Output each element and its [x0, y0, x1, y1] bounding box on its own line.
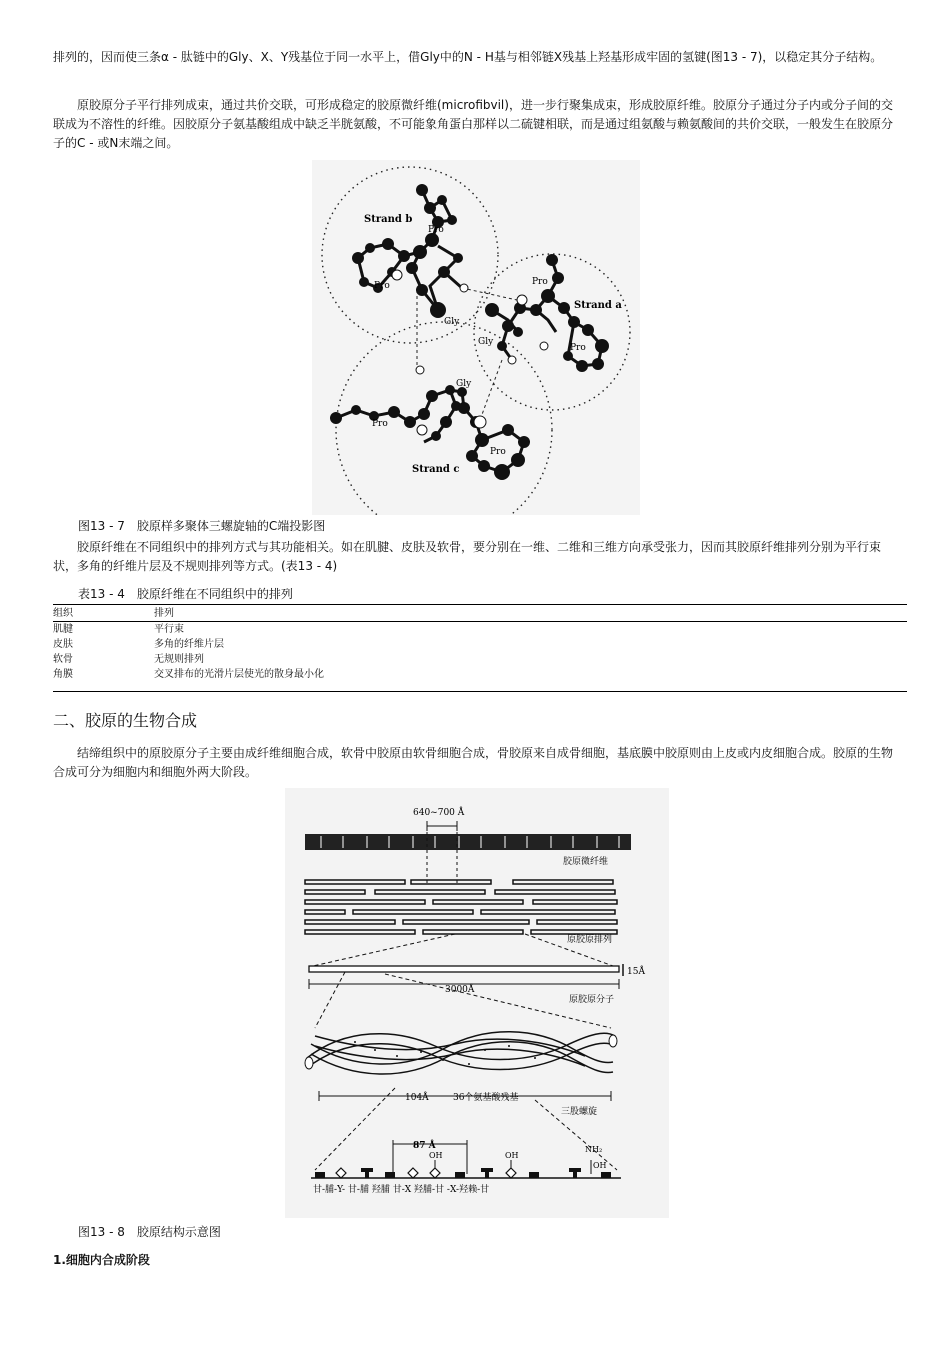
- width-label: 15Å: [627, 967, 645, 977]
- paragraph-3: 胶原纤维在不同组织中的排列方式与其功能相关。如在肌腱、皮肤及软骨，要分别在一维、二维和三维方向承受张力，因而其胶原纤维排列分别为平行束状，多角的纤维片层及不规则排列等方式。(表13 - 4): [53, 540, 882, 573]
- oh-label-2: OH: [505, 1151, 519, 1160]
- molecule-label: 原胶原分子: [569, 995, 615, 1005]
- table-header-tissue: 组织: [53, 606, 154, 622]
- pro-label-a2: Pro: [570, 343, 586, 353]
- subsection-heading: 1.细胞内合成阶段: [53, 1253, 150, 1267]
- microfibril-label: 胶原微纤维: [563, 857, 609, 867]
- table-cell-arrangement: 交叉排布的光滑片层使光的散身最小化: [154, 669, 324, 680]
- table-row: [53, 667, 907, 682]
- pitch-label: 104Å: [405, 1093, 429, 1103]
- table-bottom-rule: [53, 691, 907, 692]
- figure-13-7-caption: 图13 - 7 胶原样多聚体三螺旋轴的C端投影图: [78, 519, 326, 533]
- table-cell-arrangement: 无规则排列: [154, 654, 204, 665]
- paragraph-4: 结缔组织中的原胶原分子主要由成纤维细胞合成，软骨中胶原由软骨细胞合成，骨胶原来自成骨细胞，基底膜中胶原则由上皮或内皮细胞合成。胶原的生物合成可分为细胞内和细胞外两大阶段。: [53, 746, 894, 779]
- oh-label-1: OH: [429, 1151, 443, 1160]
- table-cell-tissue: 肌腱: [53, 624, 73, 635]
- section-heading: 二、胶原的生物合成: [53, 711, 198, 730]
- pro-label-c2: Pro: [490, 447, 506, 457]
- table-header-arrangement: 排列: [154, 606, 907, 622]
- paragraph-2: 原胶原分子平行排列成束，通过共价交联，可形成稳定的胶原微纤维(microfibvil)，进一步行聚集成束，形成胶原纤维。胶原分子通过分子内或分子间的交联成为不溶性的纤维。因胶原分子氨基酸组成中缺乏半胱氨酸，不可能象角蛋白那样以二硫键相联，而是通过组氨酸与赖氨酸间的共价交联，一般发生在胶原分子的C - 或N末端之间。: [53, 98, 894, 150]
- table-row: [53, 637, 907, 652]
- sequence-label: 甘-脯-Y- 甘-脯 羟脯 甘-X 羟脯-甘 -X-羟赖-甘: [313, 1185, 490, 1195]
- period-label: 640~700 Å: [413, 808, 465, 818]
- triple-helix-label: 三股螺旋: [561, 1107, 598, 1117]
- table-cell-arrangement: 多角的纤维片层: [154, 639, 224, 650]
- table-cell-tissue: 皮肤: [53, 639, 73, 650]
- oh-label-3: OH: [593, 1161, 607, 1170]
- residues-label: 36个氨基酸残基: [453, 1093, 519, 1103]
- pro-label-a1: Pro: [532, 277, 548, 287]
- table-cell-tissue: 角膜: [53, 669, 73, 680]
- spacing-label: 87 Å: [413, 1141, 436, 1151]
- figure-13-7-triple-helix-projection: [312, 160, 640, 515]
- gly-label-b: Gly: [444, 317, 460, 327]
- collagen-arrangement-table: [53, 606, 907, 682]
- figure-13-8-collagen-structure: [285, 788, 669, 1218]
- figure-13-8-caption: 图13 - 8 胶原结构示意图: [78, 1225, 221, 1239]
- strand-a-label: Strand a: [574, 300, 622, 311]
- table-header-row: [53, 606, 907, 622]
- pro-label-b2: Pro: [374, 281, 390, 291]
- strand-b-label: Strand b: [364, 214, 413, 225]
- table-cell-arrangement: 平行束: [154, 624, 184, 635]
- arrangement-label: 原胶原排列: [567, 935, 613, 945]
- table-top-rule: [53, 604, 907, 605]
- gly-label-c: Gly: [456, 379, 472, 389]
- length-label: 3000Å: [445, 985, 475, 995]
- table-row: [53, 652, 907, 667]
- gly-label-a: Gly: [478, 337, 494, 347]
- table-cell-tissue: 软骨: [53, 654, 73, 665]
- nh2-label: NH₂: [585, 1145, 603, 1154]
- pro-label-b1: Pro: [428, 225, 444, 235]
- paragraph-1: 排列的，因而使三条α - 肽链中的Gly、X、Y残基位于同一水平上，借Gly中的N - H基与相邻链X残基上羟基形成牢固的氢键(图13 - 7)，以稳定其分子结构。: [53, 50, 883, 64]
- table-row: [53, 622, 907, 638]
- strand-c-label: Strand c: [412, 464, 460, 475]
- table-13-4-caption: 表13 - 4 胶原纤维在不同组织中的排列: [78, 587, 293, 601]
- pro-label-c1: Pro: [372, 419, 388, 429]
